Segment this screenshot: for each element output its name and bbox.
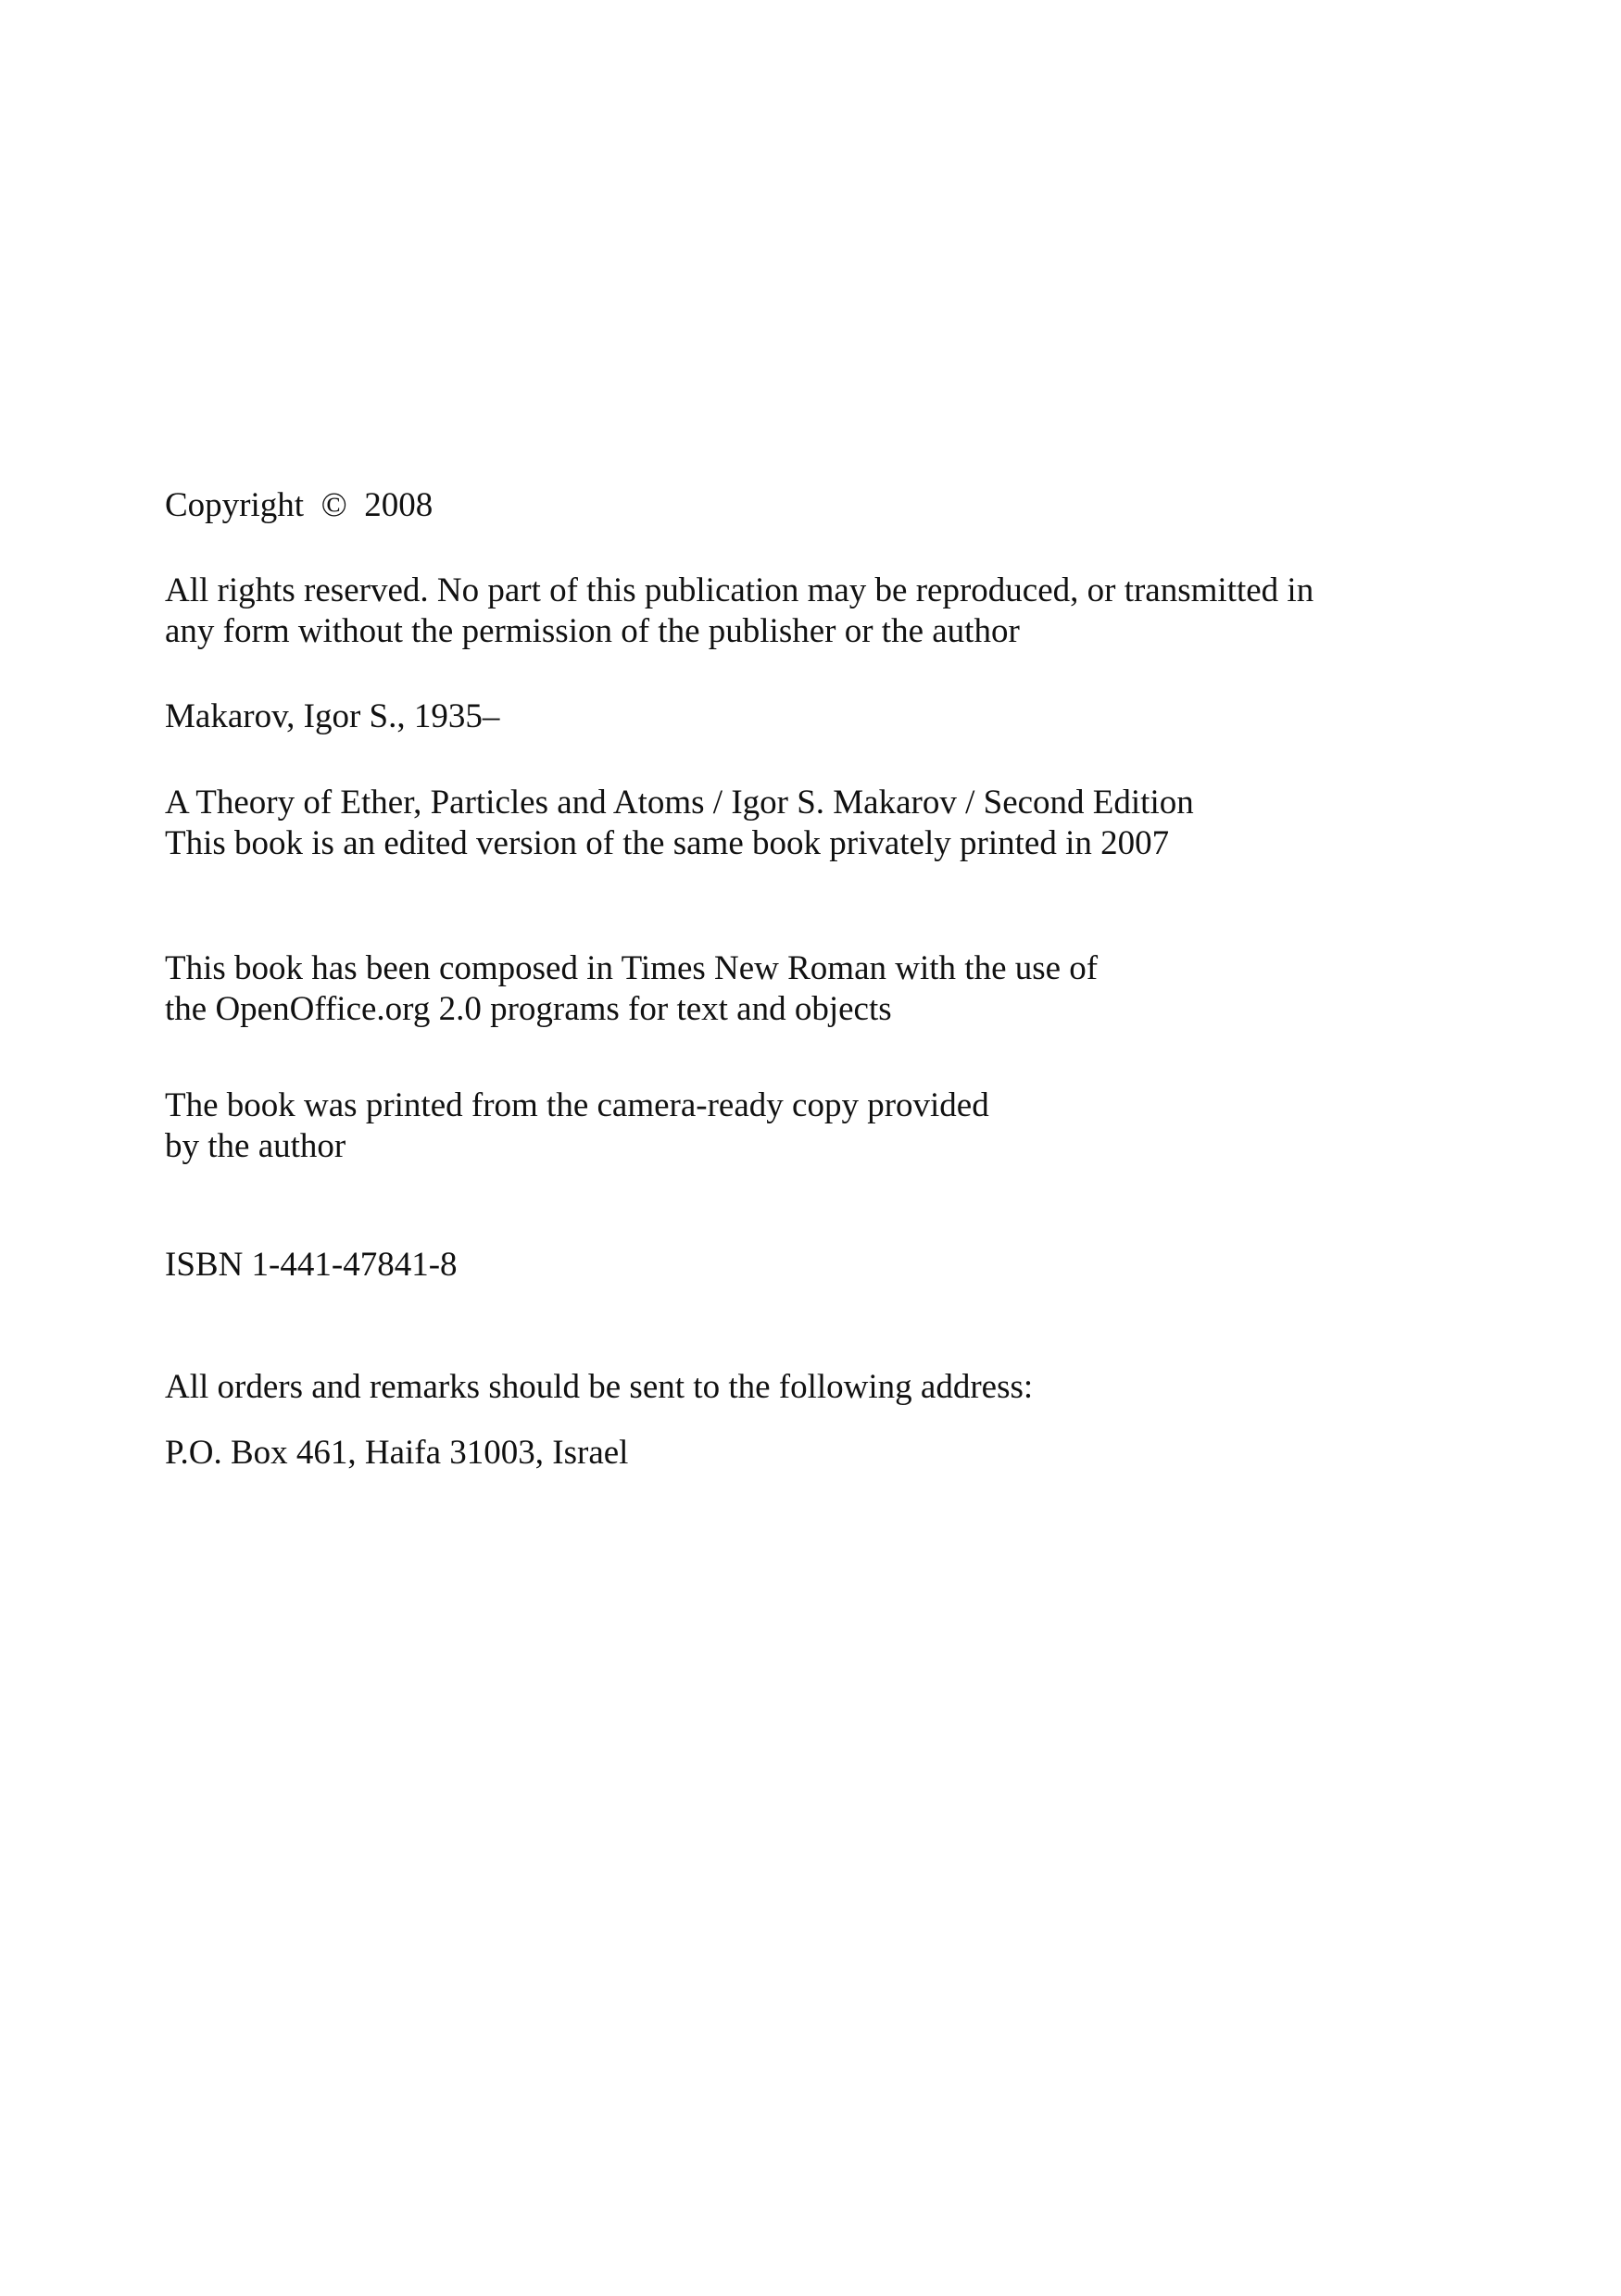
copyright-symbol: © [320, 486, 347, 524]
rights-line-2: any form without the permission of the publisher or the author [165, 612, 1020, 650]
address-line: P.O. Box 461, Haifa 31003, Israel [165, 1434, 629, 1472]
copyright-label: Copyright [165, 486, 305, 524]
printing-line-2: by the author [165, 1127, 346, 1165]
isbn-line: ISBN 1-441-47841-8 [165, 1246, 458, 1284]
author-name-line: Makarov, Igor S., 1935– [165, 697, 500, 735]
composition-line-2: the OpenOffice.org 2.0 programs for text and objects [165, 990, 892, 1028]
orders-line: All orders and remarks should be sent to the following address: [165, 1368, 1034, 1406]
title-info-line-1: A Theory of Ether, Particles and Atoms / Igor S. Makarov / Second Edition [165, 784, 1194, 822]
title-info-line-2: This book is an edited version of the same book privately printed in 2007 [165, 824, 1170, 862]
copyright-line [165, 485, 433, 526]
copyright-year: 2008 [364, 486, 434, 524]
printing-line-1: The book was printed from the camera-ready copy provided [165, 1086, 989, 1124]
composition-line-1: This book has been composed in Times New Roman with the use of [165, 949, 1099, 987]
rights-line-1: All rights reserved. No part of this publication may be reproduced, or transmitted in [165, 571, 1314, 609]
